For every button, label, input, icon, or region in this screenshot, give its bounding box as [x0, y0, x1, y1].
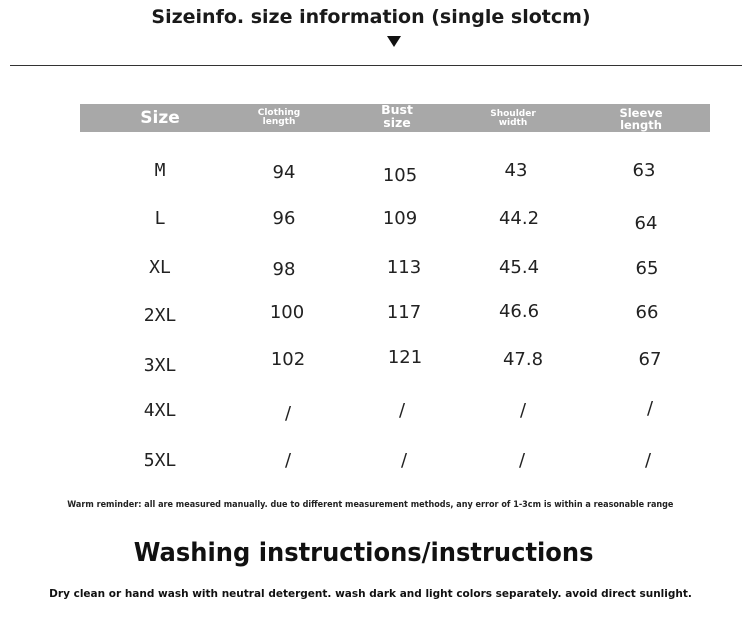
table-cell: / [398, 400, 406, 421]
warm-reminder: Warm reminder: all are measured manually. due to different measurement methods, any error of 1-3cm is within a reasonable range [67, 500, 674, 510]
table-cell: / [400, 450, 408, 471]
table-cell: 64 [634, 213, 658, 234]
table-cell: 94 [272, 162, 296, 183]
table-cell: 47.8 [502, 349, 544, 370]
table-cell: 117 [386, 302, 422, 323]
table-cell: / [284, 450, 292, 471]
divider [10, 65, 742, 66]
table-cell: 100 [269, 302, 305, 323]
size-label: M [154, 160, 166, 181]
column-header-clothing-length: Clothing length [257, 108, 301, 127]
table-cell: 113 [386, 257, 422, 278]
table-cell: / [646, 398, 654, 419]
table-cell: 65 [635, 258, 659, 279]
table-cell: 46.6 [498, 301, 540, 322]
size-label: 2XL [143, 305, 177, 326]
table-cell: / [519, 400, 527, 421]
column-header-sleeve-length: Sleeve length [619, 106, 663, 132]
table-cell: 98 [272, 259, 296, 280]
table-cell: 67 [638, 349, 662, 370]
table-cell: 66 [635, 302, 659, 323]
table-cell: / [518, 450, 526, 471]
table-cell: 44.2 [498, 208, 540, 229]
size-label: L [154, 208, 166, 229]
size-label: 5XL [143, 450, 177, 471]
table-cell: 102 [270, 349, 306, 370]
washing-title: Washing instructions/instructions [133, 538, 594, 568]
table-cell: / [644, 450, 652, 471]
table-cell: 105 [382, 165, 418, 186]
triangle-down-icon [387, 36, 401, 47]
table-cell: 63 [632, 160, 656, 181]
size-label: 3XL [143, 355, 177, 376]
column-header-bust-size: Bust size [381, 102, 413, 130]
washing-text: Dry clean or hand wash with neutral detergent. wash dark and light colors separately. avoid direct sunlight. [49, 587, 692, 600]
table-cell: 96 [272, 208, 296, 229]
table-cell: 121 [387, 347, 423, 368]
table-cell: 45.4 [498, 257, 540, 278]
page-title: Sizeinfo. size information (single slotcm) [151, 6, 591, 28]
column-header-shoulder-width: Shoulder width [490, 109, 536, 128]
table-cell: 109 [382, 208, 418, 229]
table-cell: 43 [504, 160, 528, 181]
column-header-size: Size [140, 108, 180, 128]
size-label: XL [149, 257, 171, 278]
size-label: 4XL [143, 400, 177, 421]
table-cell: / [284, 403, 292, 424]
